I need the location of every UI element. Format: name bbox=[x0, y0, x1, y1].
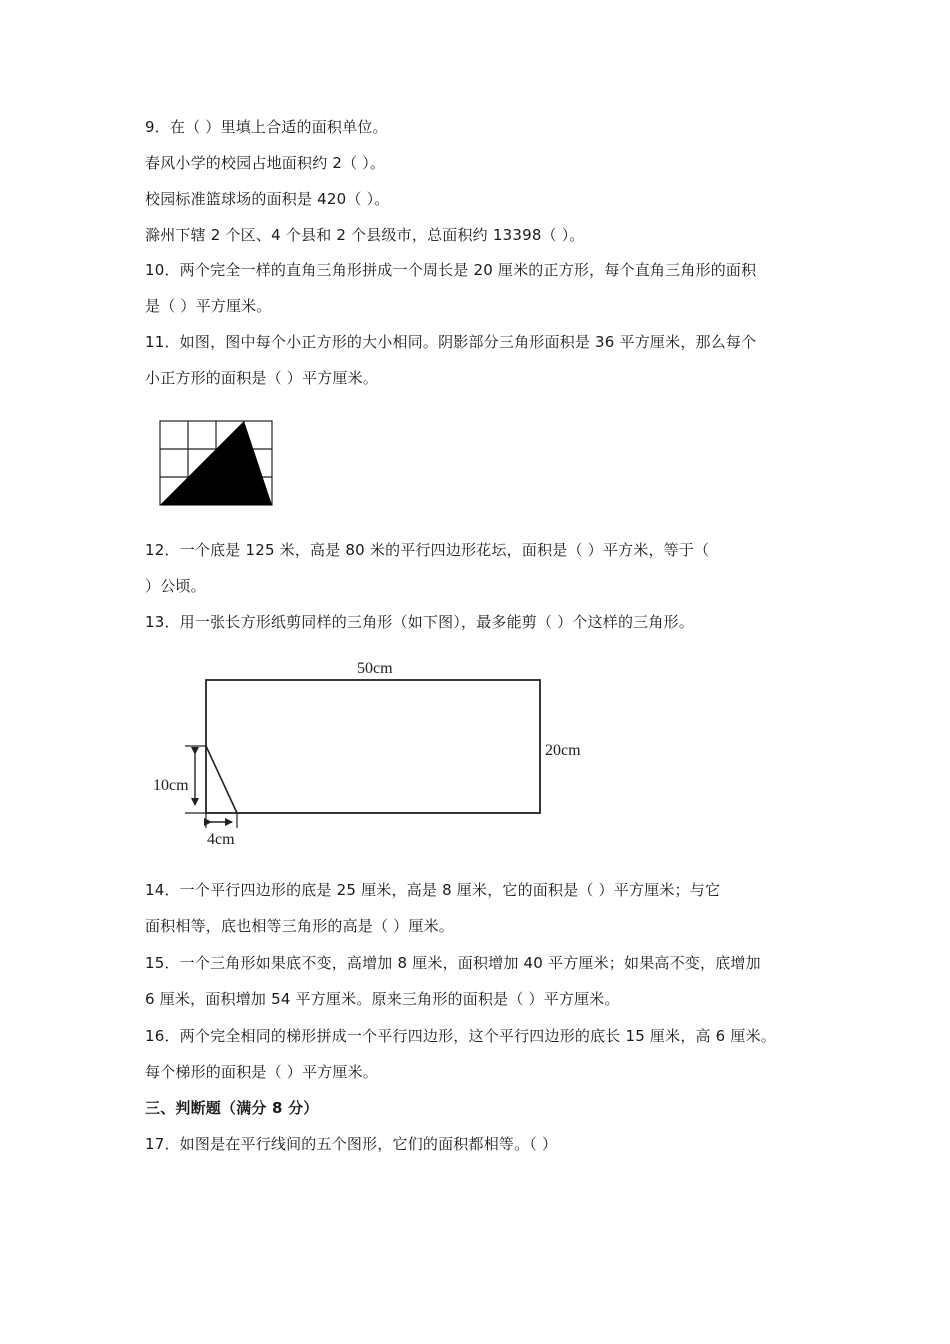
q15-line1: 15．一个三角形如果底不变，高增加 8 厘米，面积增加 40 平方厘米；如果高不变，底增加 bbox=[145, 954, 761, 972]
label-4cm: 4cm bbox=[207, 831, 235, 848]
paper-rectangle bbox=[206, 680, 540, 813]
q11-line1: 11．如图，图中每个小正方形的大小相同。阴影部分三角形面积是 36 平方厘米，那么每个 bbox=[145, 333, 757, 351]
q14-line2: 面积相等，底也相等三角形的高是（ ）厘米。 bbox=[145, 917, 454, 935]
label-50cm: 50cm bbox=[357, 660, 393, 677]
q16-line1: 16．两个完全相同的梯形拼成一个平行四边形，这个平行四边形的底长 15 厘米，高 6 厘米。 bbox=[145, 1027, 776, 1045]
section-3-heading: 三、判断题（满分 8 分） bbox=[145, 1099, 319, 1117]
triangle-hypotenuse bbox=[206, 746, 237, 813]
q16-line2: 每个梯形的面积是（ ）平方厘米。 bbox=[145, 1063, 378, 1081]
q13-line1: 13．用一张长方形纸剪同样的三角形（如下图），最多能剪（ ）个这样的三角形。 bbox=[145, 613, 694, 631]
q13-rectangle-figure bbox=[145, 650, 615, 855]
q12-line2: ）公顷。 bbox=[145, 577, 206, 595]
q17-line: 17．如图是在平行线间的五个图形，它们的面积都相等。（ ） bbox=[145, 1135, 558, 1153]
label-10cm: 10cm bbox=[153, 777, 189, 794]
q9-item-a: 春风小学的校园占地面积约 2（ ）。 bbox=[145, 154, 386, 172]
q9-item-c: 滁州下辖 2 个区、4 个县和 2 个县级市，总面积约 13398（ ）。 bbox=[145, 226, 585, 244]
q11-grid-figure bbox=[158, 418, 276, 508]
q12-line1: 12．一个底是 125 米，高是 80 米的平行四边形花坛，面积是（ ）平方米，等于（ bbox=[145, 541, 710, 559]
q9-stem: 9．在（ ）里填上合适的面积单位。 bbox=[145, 118, 388, 136]
q10-line1: 10．两个完全一样的直角三角形拼成一个周长是 20 厘米的正方形，每个直角三角形的面积 bbox=[145, 261, 757, 279]
q11-line2: 小正方形的面积是（ ）平方厘米。 bbox=[145, 369, 378, 387]
label-20cm: 20cm bbox=[545, 742, 581, 759]
q15-line2: 6 厘米，面积增加 54 平方厘米。原来三角形的面积是（ ）平方厘米。 bbox=[145, 990, 620, 1008]
q14-line1: 14．一个平行四边形的底是 25 厘米，高是 8 厘米，它的面积是（ ）平方厘米；与它 bbox=[145, 881, 721, 899]
q9-item-b: 校园标准篮球场的面积是 420（ ）。 bbox=[145, 190, 390, 208]
q10-line2: 是（ ）平方厘米。 bbox=[145, 297, 272, 315]
